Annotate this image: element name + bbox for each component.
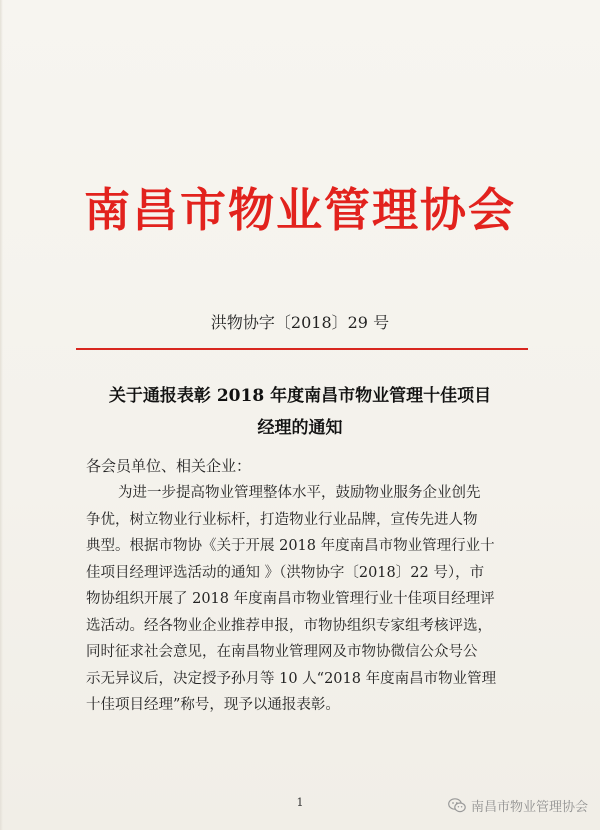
body-line: 物协组织开展了 2018 年度南昌市物业管理行业十佳项目经理评 — [86, 591, 495, 607]
body-line: 十佳项目经理”称号，现予以通报表彰。 — [86, 697, 340, 713]
wechat-icon — [448, 798, 466, 813]
notice-title — [60, 380, 540, 444]
body-line: 选活动。经各物业企业推荐申报，市物协组织专家组考核评选， — [86, 617, 492, 634]
organization-header: 南昌市物业管理协会 — [84, 183, 516, 237]
body-line: 为进一步提高物业管理整体水平，鼓励物业服务企业创先 — [118, 485, 481, 501]
red-divider-line — [76, 348, 528, 350]
body-line: 佳项目经理评选活动的通知 》（洪物协字〔2018〕22 号），市 — [86, 564, 485, 581]
body-line: 典型。根据市物协《关于开展 2018 年度南昌市物业管理行业十 — [86, 538, 495, 554]
page-edge-shadow — [0, 0, 3, 830]
body-line: 同时征求社会意见，在南昌物业管理网及市物协微信公众号公 — [86, 644, 478, 660]
notice-title-line-1: 关于通报表彰 2018 年度南昌市物业管理十佳项目 — [108, 386, 492, 406]
notice-title-line-2: 经理的通知 — [257, 418, 343, 438]
body-line: 争优，树立物业行业标杆，打造物业行业品牌，宣传先进人物 — [86, 511, 478, 528]
document-number: 洪物协字〔2018〕29 号 — [210, 313, 390, 332]
body-line: 示无异议后，决定授予孙月等 10 人“2018 年度南昌市物业管理 — [86, 670, 497, 687]
page-number: 1 — [296, 796, 304, 809]
wechat-watermark — [448, 796, 588, 815]
body-paragraph — [86, 480, 526, 719]
salutation: 各会员单位、相关企业： — [86, 457, 252, 475]
watermark-text: 南昌市物业管理协会 — [470, 800, 588, 815]
